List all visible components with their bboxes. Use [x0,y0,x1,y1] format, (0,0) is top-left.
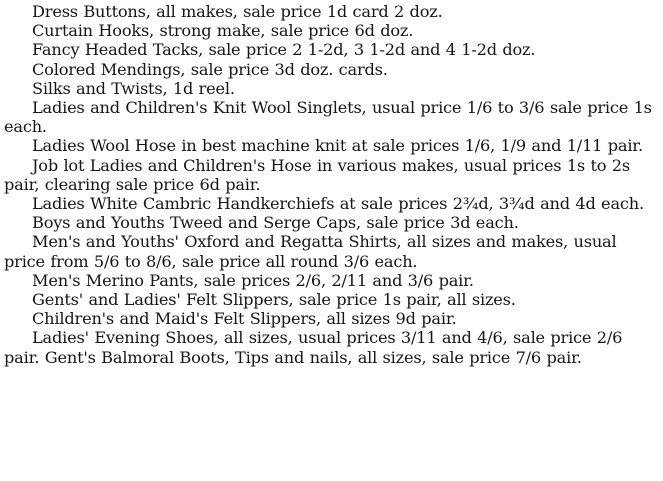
list-item-evening-shoes-balmoral-boots: Ladies' Evening Shoes, all sizes, usual prices 3/11 and 4/6, sale price 2/6 pair. Gent's Balmoral Boots, Tips and nails, all sizes, sale price 7/6 pair. [4,328,623,367]
list-item-felt-slippers: Gents' and Ladies' Felt Slippers, sale price 1s pair, all sizes. [32,290,516,310]
list-item-wool-hose: Ladies Wool Hose in best machine knit at sale prices 1/6, 1/9 and 1/11 pair. [32,136,644,156]
list-item-job-lot-hose: Job lot Ladies and Children's Hose in various makes, usual prices 1s to 2s pair, clearing sale price 6d pair. [4,155,630,194]
list-item-curtain-hooks: Curtain Hooks, strong make, sale price 6d doz. [32,21,414,41]
list-item-oxford-regatta-shirts: Men's and Youths' Oxford and Regatta Shirts, all sizes and makes, usual price from 5/6 to 8/6, sale price all round 3/6 each. [4,232,617,271]
list-item-dress-buttons: Dress Buttons, all makes, sale price 1d card 2 doz. [32,2,443,21]
list-item-colored-mendings: Colored Mendings, sale price 3d doz. cards. [32,59,388,79]
list-item-merino-pants: Men's Merino Pants, sale prices 2/6, 2/11 and 3/6 pair. [32,270,474,290]
list-item-silks-and-twists: Silks and Twists, 1d reel. [32,78,235,98]
list-item-fancy-headed-tacks: Fancy Headed Tacks, sale price 2 1-2d, 3 1-2d and 4 1-2d doz. [32,40,536,60]
list-item-cambric-handkerchiefs: Ladies White Cambric Handkerchiefs at sale prices 2¾d, 3¾d and 4d each. [32,194,644,214]
list-item-childrens-felt-slippers: Children's and Maid's Felt Slippers, all sizes 9d pair. [32,309,457,329]
list-item-wool-singlets: Ladies and Children's Knit Wool Singlets, usual price 1/6 to 3/6 sale price 1s each. [4,98,652,137]
list-item-tweed-serge-caps: Boys and Youths Tweed and Serge Caps, sale price 3d each. [32,213,519,233]
